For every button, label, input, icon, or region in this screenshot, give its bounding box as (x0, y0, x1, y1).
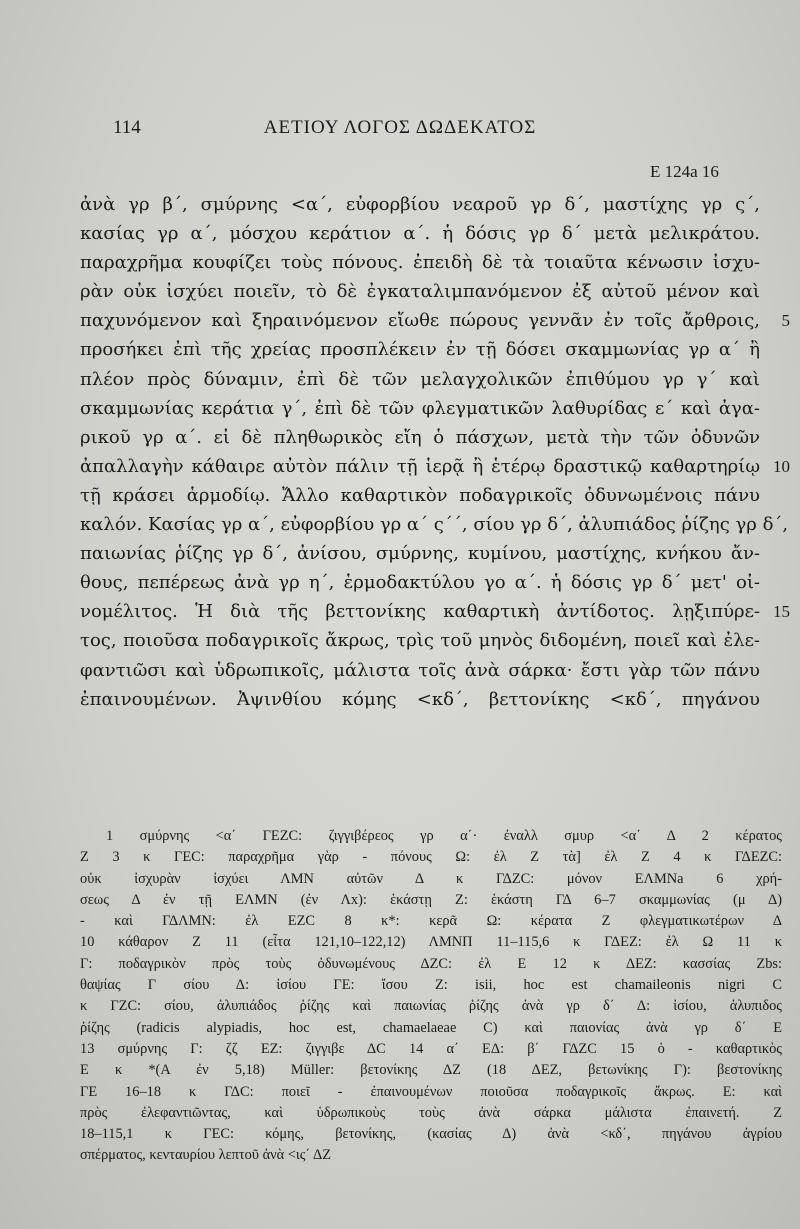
text-line (80, 190, 760, 219)
text-line (80, 365, 760, 394)
apparatus-line: σεως Δ ἐν τῇ ΕΛΜΝ (ἐν Λx): ἑκάστῃ Ζ: ἑκάστη ΓΔ 6–7 σκαμμωνίας (μ Δ) (80, 891, 782, 908)
line-text: θους, πεπέρεως ἀνὰ γρ η΄, ἑρμοδακτύλου γο α΄. ἡ δόσις γρ δ΄ μετ' οἰ- (80, 572, 760, 594)
page-header (0, 117, 800, 147)
line-text: παιωνίας ῥίζης γρ δ΄, ἀνίσου, σμύρνης, κυμίνου, μαστίχης, κνήκου ἄν- (80, 543, 760, 565)
text-line (80, 510, 789, 539)
line-text: κασίας γρ α΄, μόσχου κεράτιον α΄. ἡ δόσις γρ δ΄ μετὰ μελικράτου. (80, 223, 760, 245)
text-line (80, 568, 760, 597)
apparatus-line: κ ΓΖC: σίου, ἀλυπιάδος ῥίζης καὶ παιωνίας ῥίζης ἀνὰ γρ δ΄ Δ: ἰσίου, ἀλυπιδος (80, 998, 782, 1015)
text-line (80, 685, 760, 714)
text-line (80, 481, 760, 510)
apparatus-line: ΓΕ 16–18 κ ΓΔC: ποιεῖ - ἐπαινουμένων ποιοῦσα ποδαγρικοῖς ἄκρως. Ε: καὶ (80, 1083, 782, 1100)
critical-apparatus (80, 826, 782, 1167)
line-text: ἐπαινουμένων. Ἀψινθίου κόμης <κδ΄, βεττονίκης <κδ΄, πηγάνου (80, 688, 760, 710)
apparatus-line: θαψίας Γ σίου Δ: ἰσίου ΓΕ: ἴσου Ζ: isii, hoc est chamaileonis nigri C (80, 977, 782, 994)
page-number: 114 (113, 117, 141, 138)
text-line (80, 597, 790, 626)
text-line (80, 306, 790, 335)
text-line (80, 539, 760, 568)
apparatus-line: οὐκ ἰσχυρὰν ἰσχύει ΛΜΝ αὐτῶν Δ κ ΓΔΖC: μόνον ΕΛΜΝa 6 χρή- (80, 870, 782, 887)
text-line (80, 335, 760, 364)
line-text: παραχρῆμα κουφίζει τοὺς πόνους. ἐπειδὴ δὲ τὰ τοιαῦτα κένωσιν ἰσχυ- (80, 252, 760, 274)
text-line (80, 394, 760, 423)
text-line (80, 452, 790, 481)
text-line (80, 626, 760, 655)
text-line (80, 277, 760, 306)
line-text: φαντιῶσι καὶ ὑδρωπικοῖς, μάλιστα τοῖς ἀνὰ σάρκα· ἔστι γὰρ τῶν πάνυ (80, 659, 760, 681)
apparatus-line: πρὸς ἐλεφαντιῶντας, καὶ ὑδρωπικοὺς τοὺς ἀνὰ σάρκα μάλιστα ἐπαινετή. Ζ (80, 1104, 782, 1121)
apparatus-line: Ζ 3 κ ΓΕC: παραχρῆμα γὰρ - πόνους Ω: ἐλ Ζ τὰ] ἐλ Ζ 4 κ ΓΔΕΖC: (80, 849, 782, 866)
line-text: προσήκει ἐπὶ τῆς χρείας προσπλέκειν ἐν τῇ δόσει σκαμμωνίας γρ α΄ ἢ (80, 339, 760, 361)
main-text (80, 190, 790, 714)
apparatus-line: 13 σμύρνης Γ: ζζ ΕΖ: ζιγγιβε ΔC 14 α΄ ΕΔ: β΄ ΓΔΖC 15 ὁ - καθαρτικὸς (80, 1040, 782, 1057)
line-text: ἀπαλλαγὴν κάθαιρε αὐτὸν πάλιν τῇ ἱερᾷ ἢ ἑτέρῳ δραστικῷ καθαρτηρίῳ (80, 455, 760, 477)
line-number: 5 (781, 311, 790, 331)
text-line (80, 423, 760, 452)
line-number: 15 (773, 602, 790, 622)
apparatus-line: σπέρματος, κενταυρίου λεπτοῦ ἀνὰ <ις΄ ΔΖ (80, 1147, 332, 1164)
line-text: ρὰν οὐκ ἰσχύει ποιεῖν, τὸ δὲ ἐγκαταλιμπανόμενον ἐξ αὐτοῦ μένον καὶ (80, 281, 760, 303)
running-title: ΑΕΤΙΟΥ ΛΟΓΟΣ ΔΩΔΕΚΑΤΟΣ (263, 117, 537, 138)
source-reference: E 124a 16 (650, 162, 719, 181)
apparatus-line: Ε κ *(Α ἐν 5,18) Müller: βετονίκης ΔΖ (18 ΔΕΖ, βετωνίκης Γ): βεστονίκης (80, 1062, 782, 1079)
apparatus-line: - καὶ ΓΔΛΜΝ: ἐλ ΕΖC 8 κ*: κερᾶ Ω: κέρατα Ζ φλεγματικωτέρων Δ (80, 913, 782, 930)
line-text: πλέον πρὸς δύναμιν, ἐπὶ δὲ τῶν μελαγχολικῶν ἐπιθύμου γρ γ΄ καὶ (80, 368, 760, 390)
line-number: 10 (773, 456, 790, 476)
line-text: νομέλιτος. Ἡ διὰ τῆς βεττονίκης καθαρτικὴ ἀντίδοτος. λῃξιπύρε- (80, 601, 760, 623)
line-text: τος, ποιοῦσα ποδαγρικοῖς ἄκρως, τρὶς τοῦ μηνὸς διδομένη, ποιεῖ καὶ ἐλε- (80, 630, 760, 652)
line-text: τῇ κράσει ἁρμοδίῳ. Ἄλλο καθαρτικὸν ποδαγρικοῖς ὀδυνωμένοις πάνυ (80, 484, 760, 506)
line-text: παχυνόμενον καὶ ξηραινόμενον εἴωθε πώρους γεννᾶν ἐν τοῖς ἄρθροις, (80, 310, 760, 332)
line-text: σκαμμωνίας κεράτια γ΄, ἐπὶ δὲ τῶν φλεγματικῶν λαθυρίδας ε΄ καὶ ἀγα- (80, 397, 760, 419)
text-line (80, 219, 760, 248)
line-text: ρικοῦ γρ α΄. εἰ δὲ πληθωρικὸς εἴη ὁ πάσχων, μετὰ τὴν τῶν ὀδυνῶν (80, 426, 760, 448)
line-text: καλόν. Κασίας γρ α΄, εὐφορβίου γρ α΄ ς΄΄, σίου γρ δ΄, ἀλυπιάδος ῥίζης γρ δ΄, (80, 514, 789, 536)
apparatus-line: ῥίζης (radicis alypiadis, hoc est, chamaelaeae C) καὶ παιονίας ἀνὰ γρ δ΄ Ε (80, 1019, 782, 1036)
apparatus-line: 1 σμύρνης <α΄ ΓΕΖC: ζιγγιβέρεος γρ α΄· ἐναλλ σμυρ <α΄ Δ 2 κέρατος (106, 828, 782, 844)
apparatus-line: 10 κάθαρον Ζ 11 (εἶτα 121,10–122,12) ΛΜΝΠ 11–115,6 κ ΓΔΕΖ: ἐλ Ω 11 κ (80, 934, 782, 951)
text-line (80, 656, 760, 685)
text-line (80, 248, 760, 277)
line-text: ἀνὰ γρ β΄, σμύρνης <α΄, εὐφορβίου νεαροῦ γρ δ΄, μαστίχης γρ ς΄, (80, 194, 760, 215)
apparatus-line: 18–115,1 κ ΓΕC: κόμης, βετονίκης, (κασίας Δ) ἀνὰ <κδ΄, πηγάνου ἀγρίου (80, 1126, 782, 1143)
apparatus-line: Γ: ποδαγρικὸν πρὸς τοὺς ὀδυνωμένους ΔΖC: ἐλ Ε 12 κ ΔΕΖ: κασσίας Ζbs: (80, 955, 782, 972)
